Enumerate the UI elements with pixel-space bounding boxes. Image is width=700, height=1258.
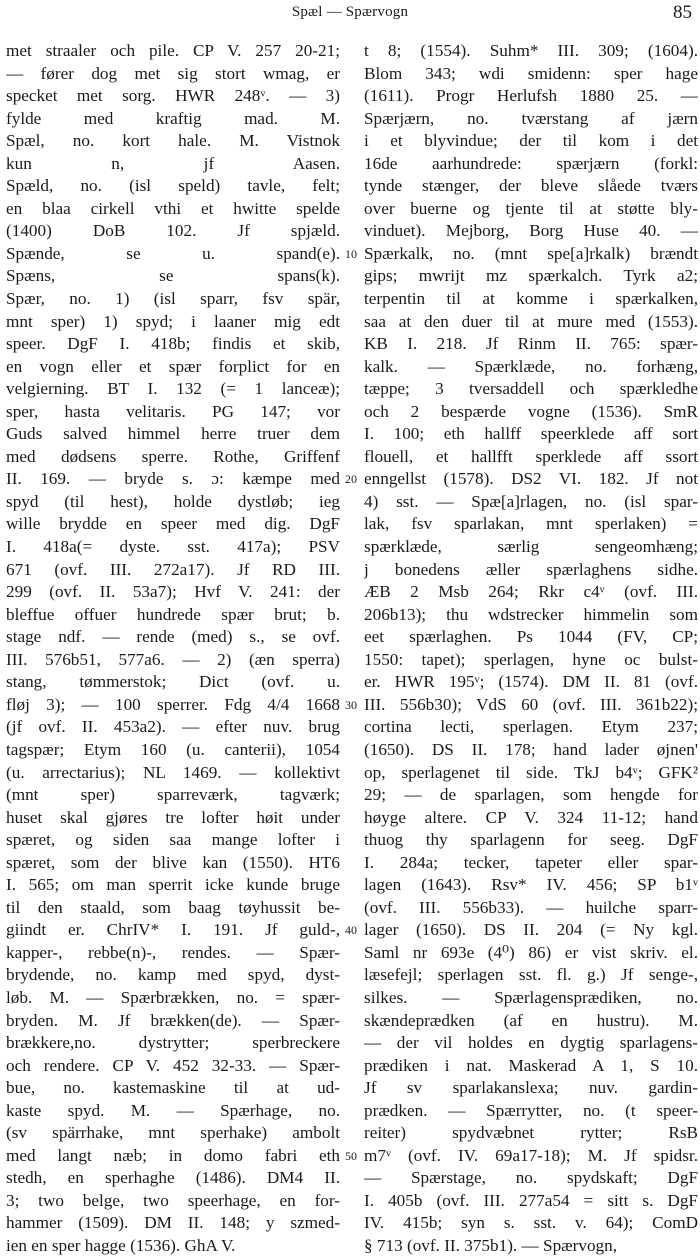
text-line: 299 (ovf. II. 53a7); Hvf V. 241: der	[6, 582, 340, 602]
text-line: spyd (til hest), holde dystløb; ieg	[6, 491, 340, 511]
right-column	[364, 40, 698, 1258]
text-line: Saml nr 693e (4⁰) 86) er vist skriv. el.	[364, 942, 698, 962]
text-line: op, sperlagenet til side. TkJ b4ᵛ; GFK²	[364, 762, 698, 782]
text-line: Guds salved himmel herre truer dem	[6, 424, 340, 444]
text-line: j bonedens æller spærlaghens sidhe.	[364, 559, 698, 579]
text-line: II. 169. — bryde s. ɔ: kæmpe med	[6, 469, 340, 489]
text-line: med dødsens sperre. Rothe, Griffenf	[6, 446, 340, 466]
text-line: fløj 3); — 100 sperrer. Fdg 4/4 1668	[6, 694, 340, 714]
text-line: terpentin til at komme i spærkalken,	[364, 289, 698, 309]
text-line: bryden. M. Jf brækken(de). — Spær-	[6, 1010, 340, 1030]
text-line: I. 565; om man sperrit icke kunde bruge	[6, 875, 340, 895]
text-line: prædken. — Spærrytter, no. (t speer-	[364, 1100, 698, 1120]
text-line: (1650). DS II. 178; hand lader øjnen'	[364, 739, 698, 759]
text-line: flouell, et hallfft sperklede aff ssort	[364, 446, 698, 466]
text-line: met straaler och pile. CP V. 257 20-21;	[6, 41, 340, 60]
text-line: 1550: tapet); sperlagen, hyne oc bulst-	[364, 649, 698, 669]
text-line: velgierning. BT I. 132 (= 1 lanceæ);	[6, 379, 340, 399]
text-line: mnt sper) 1) spyd; i laaner mig edt	[6, 311, 340, 331]
line-number-marker: 40	[345, 923, 357, 938]
text-line: 671 (ovf. III. 272a17). Jf RD III.	[6, 559, 340, 579]
text-line: saa at den duer til at mure med (1553).	[364, 311, 698, 331]
text-line: i et blyvindue; der til kom i det	[364, 131, 698, 151]
text-line: løb. M. — Spærbrækken, no. = spær-	[6, 987, 340, 1007]
text-line: I. 284a; tecker, tapeter eller spar-	[364, 852, 698, 872]
text-line: Spæl, no. kort hale. M. Vistnok	[6, 131, 340, 151]
text-line: prædiken i nat. Maskerad A 1, S 10.	[364, 1055, 698, 1075]
text-line: bleffue offuer hundrede spær brut; b.	[6, 604, 340, 624]
text-line: kalk. — Spærklæde, no. forhæng,	[364, 356, 698, 376]
text-line: brækkere,no. dystrytter; sperbreckere	[6, 1033, 340, 1053]
text-line: 3; two belge, two speerhage, en for-	[6, 1190, 340, 1210]
text-line: speer. DgF I. 418b; findis et skib,	[6, 334, 340, 354]
text-line: kaste spyd. M. — Spærhage, no.	[6, 1100, 340, 1120]
text-line: (ovf. III. 556b33). — huilche sparr-	[364, 897, 698, 917]
text-line: en vogn eller et spær forplict for en	[6, 356, 340, 376]
text-line: m7ᵛ (ovf. IV. 69a17-18); M. Jf spidsr.	[364, 1145, 698, 1165]
text-line: (1611). Progr Herlufsh 1880 25. —	[364, 86, 698, 106]
text-line: — fører dog met sig stort wmag, er	[6, 63, 340, 83]
text-line: Spærjærn, no. tværstang af jærn	[364, 108, 698, 128]
text-line: (u. arrectarius); NL 1469. — kollektivt	[6, 762, 340, 782]
text-line: kapper-, rebbe(n)-, rendes. — Spær-	[6, 942, 340, 962]
text-line: t 8; (1554). Suhm* III. 309; (1604).	[364, 41, 698, 60]
text-line: wille brydde en speer med dig. DgF	[6, 514, 340, 534]
text-line: huset skal gjøres tre lofter høit under	[6, 807, 340, 827]
text-line: Spæld, no. (isl speld) tavle, felt;	[6, 176, 340, 196]
text-line: læsefejl; sperlagen sst. fl. g.) Jf senge-,	[364, 965, 698, 985]
text-line: Spænde, se u. spand(e).	[6, 243, 340, 263]
line-number-marker: 10	[345, 246, 357, 261]
text-line: 206b13); thu wdstrecker himmelin som	[364, 604, 698, 624]
text-line: fylde med kraftig mad. M.	[6, 108, 340, 128]
text-line: (mnt sper) sparreværk, tagværk;	[6, 785, 340, 805]
text-line: Spæns, se spans(k).	[6, 266, 340, 286]
line-number-marker: 30	[345, 697, 357, 712]
text-line: med langt næb; in domo fabri eth	[6, 1145, 340, 1165]
text-line: enngellst (1578). DS2 VI. 182. Jf not	[364, 469, 698, 489]
text-line: ÆB 2 Msb 264; Rkr c4ᵛ (ovf. III.	[364, 582, 698, 602]
text-line: lak, fsv sparlakan, mnt sperlaken) =	[364, 514, 698, 534]
text-line: (1400) DoB 102. Jf spjæld.	[6, 221, 340, 241]
text-line: Jf sv sparlakanslexa; nuv. gardin-	[364, 1078, 698, 1098]
text-line: ien en sper hagge (1536). GhA V.	[6, 1235, 236, 1255]
text-line: Blom 343; wdi smidenn: sper hage	[364, 63, 698, 83]
text-line: hammer (1509). DM II. 148; y szmed-	[6, 1213, 340, 1233]
left-column	[6, 40, 340, 1258]
text-line: tynde stænger, der bleve slåede tværs	[364, 176, 698, 196]
text-line: — der vil holdes en dygtig sparlagens-	[364, 1033, 698, 1053]
text-line: 16de aarhundrede: spærjærn (forkl:	[364, 153, 698, 173]
page-number: 85	[673, 2, 692, 23]
text-line: høyge altere. CP V. 324 11-12; hand	[364, 807, 698, 827]
text-line: gips; mwrijt mz spærkalch. Tyrk a2;	[364, 266, 698, 286]
text-line: I. 405b (ovf. III. 277a54 = sitt s. DgF	[364, 1190, 698, 1210]
text-line: 4) sst. — Spæ[a]rlagen, no. (isl spar-	[364, 491, 698, 511]
text-line: giindt er. ChrIV* I. 191. Jf guld-,	[6, 920, 340, 940]
page-header	[0, 0, 700, 28]
text-line: bue, no. kastemaskine til at ud-	[6, 1078, 340, 1098]
text-line: en blaa cirkell vthi et hwitte spelde	[6, 198, 340, 218]
text-line: § 713 (ovf. II. 375b1). — Spærvogn,	[364, 1235, 618, 1255]
text-line: brydende, no. kamp med spyd, dyst-	[6, 965, 340, 985]
text-line: stang, tømmerstok; Dict (ovf. u.	[6, 672, 340, 692]
running-title: Spæl — Spærvogn	[291, 4, 409, 20]
line-number-marker: 50	[345, 1148, 357, 1163]
text-line: III. 556b30); VdS 60 (ovf. III. 361b22);	[364, 694, 698, 714]
text-line: 29; — de sparlagen, som hengde for	[364, 785, 698, 805]
text-line: spæret, og siden saa mange lofter i	[6, 830, 340, 850]
text-line: over buerne og tjente til at støtte bly-	[364, 198, 698, 218]
text-line: I. 100; eth hallff speerklede aff sort	[364, 424, 698, 444]
text-line: stage ndf. — rende (med) s., se ovf.	[6, 627, 340, 647]
text-line: til den staald, som baag tøyhussit be-	[6, 897, 340, 917]
text-line: skændeprædken (af en hustru). M.	[364, 1010, 698, 1030]
text-line: specket met sorg. HWR 248ᵛ. — 3)	[6, 86, 340, 106]
text-line: er. HWR 195ᵛ; (1574). DM II. 81 (ovf.	[364, 672, 698, 692]
text-line: silkes. — Spærlagensprædiken, no.	[364, 987, 698, 1007]
text-line: kun n, jf Aasen.	[6, 153, 340, 173]
text-line: tagspær; Etym 160 (u. canterii), 1054	[6, 739, 340, 759]
text-line: — Spærstage, no. spydskaft; DgF	[364, 1168, 698, 1188]
text-line: Spærkalk, no. (mnt spe[a]rkalk) brændt	[364, 243, 698, 263]
text-line: och rendere. CP V. 452 32-33. — Spær-	[6, 1055, 340, 1075]
text-line: IV. 415b; syn s. sst. v. 64); ComD	[364, 1213, 698, 1233]
text-line: reiter) spydvæbnet rytter; RsB	[364, 1123, 698, 1143]
text-line: (jf ovf. II. 453a2). — efter nuv. brug	[6, 717, 340, 737]
text-line: cortina lecti, sperlagen. Etym 237;	[364, 717, 698, 737]
text-line: sper, hasta velitaris. PG 147; vor	[6, 401, 340, 421]
text-line: III. 576b51, 577a6. — 2) (æn sperra)	[6, 649, 340, 669]
text-line: spærklæde, særlig sengeomhæng;	[364, 537, 698, 557]
text-line: Spær, no. 1) (isl sparr, fsv spär,	[6, 289, 340, 309]
line-number-marker: 20	[345, 472, 357, 487]
text-line: thuog thy sparlagenn for seeg. DgF	[364, 830, 698, 850]
text-line: stedh, en sperhaghe (1486). DM4 II.	[6, 1168, 340, 1188]
text-line: lagen (1643). Rsv* IV. 456; SP b1ᵛ	[364, 875, 698, 895]
text-line: eet spærlaghen. Ps 1044 (FV, CP;	[364, 627, 698, 647]
text-line: (sv spärrhake, mnt sperhake) ambolt	[6, 1123, 340, 1143]
text-line: tæppe; 3 tversaddell och spærkledhe	[364, 379, 698, 399]
text-line: lager (1650). DS II. 204 (= Ny kgl.	[364, 920, 698, 940]
text-line: I. 418a(= dyste. sst. 417a); PSV	[6, 537, 340, 557]
text-line: vinduet). Mejborg, Borg Huse 40. —	[364, 221, 698, 241]
text-line: KB I. 218. Jf Rinm II. 765: spær-	[364, 334, 698, 354]
text-line: och 2 bespærde vogne (1536). SmR	[364, 401, 698, 421]
text-line: spæret, som der blive kan (1550). HT6	[6, 852, 340, 872]
